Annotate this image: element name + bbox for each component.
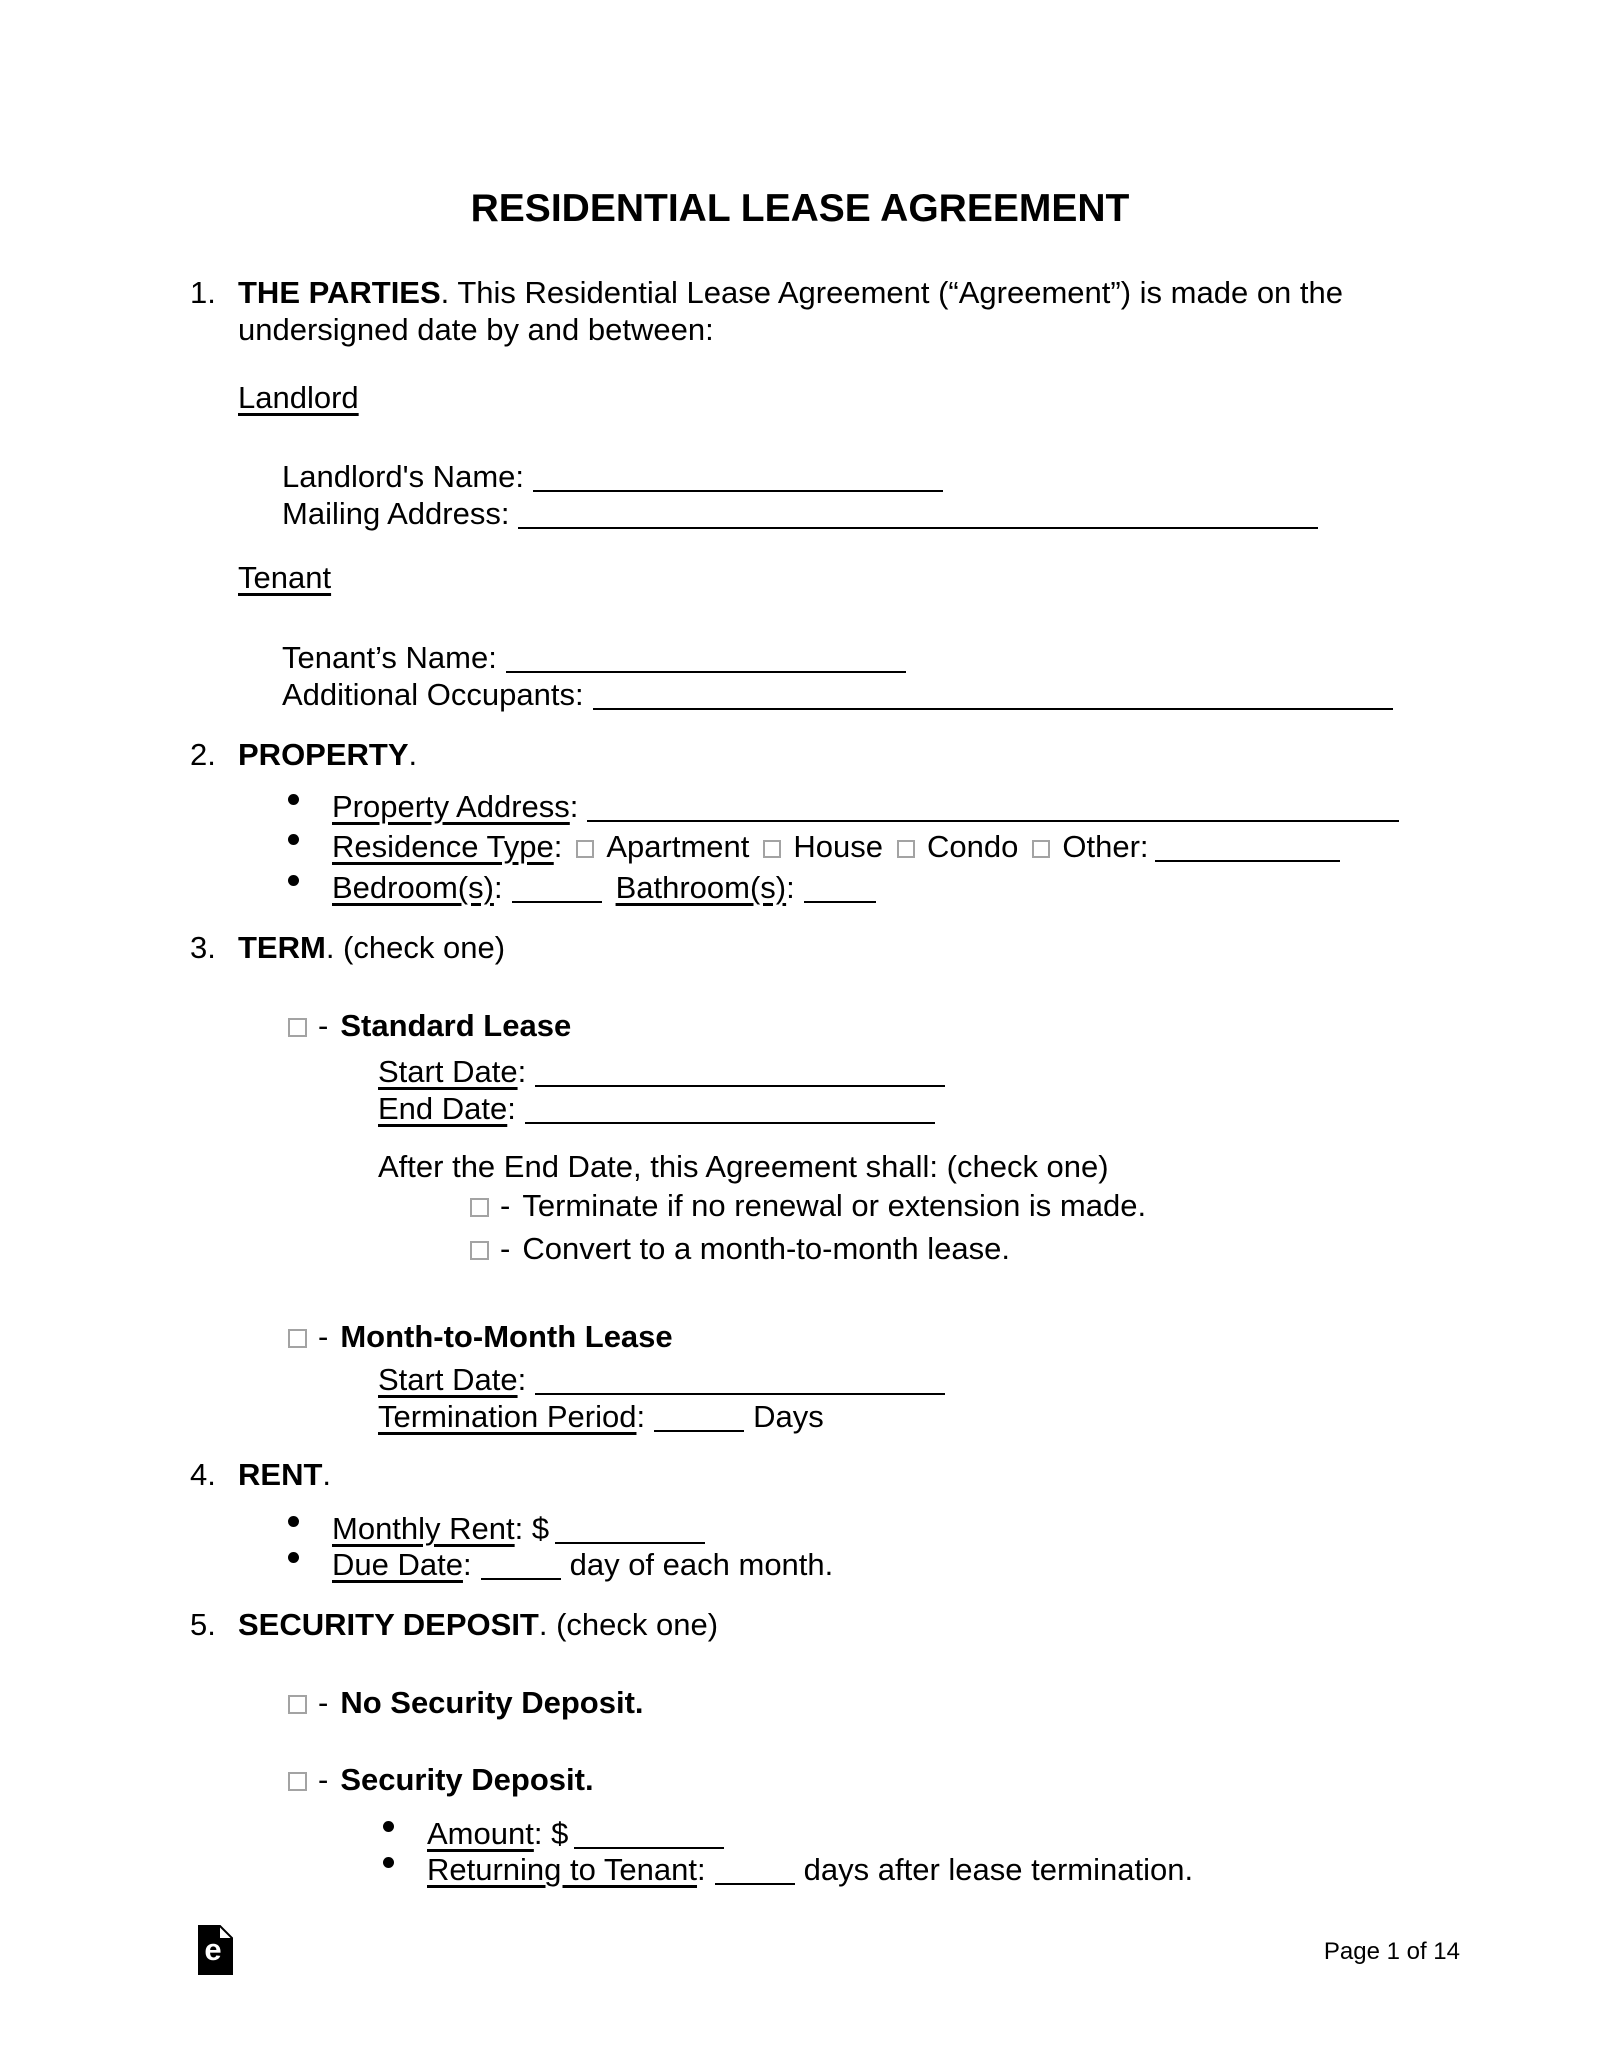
- tenant-name-label: Tenant’s Name:: [282, 640, 497, 675]
- bathrooms-label: Bathroom(s): [615, 870, 787, 905]
- no-security-deposit-row: - No Security Deposit.: [288, 1687, 644, 1718]
- section-2-number: 2.: [190, 737, 216, 772]
- option-house-label: House: [793, 829, 883, 864]
- deposit-amount-blank[interactable]: [574, 1816, 724, 1849]
- checkbox-house[interactable]: [763, 840, 781, 858]
- standard-end-date-blank[interactable]: [525, 1091, 935, 1124]
- additional-occupants-label: Additional Occupants:: [282, 677, 584, 712]
- monthly-rent-blank[interactable]: [555, 1511, 705, 1544]
- additional-occupants-row: [282, 672, 1393, 710]
- deposit-amount-row: Amount: $: [0, 1811, 1600, 1849]
- bullet-icon: [288, 1516, 299, 1527]
- bullet-icon: [383, 1857, 394, 1868]
- eforms-logo-letter: e: [204, 1932, 222, 1967]
- monthly-rent-row: Monthly Rent: $: [0, 1506, 1600, 1544]
- checkbox-apartment[interactable]: [576, 840, 594, 858]
- checkbox-convert[interactable]: [470, 1241, 489, 1260]
- mailing-address-blank[interactable]: [518, 496, 1318, 529]
- residence-type-row: Residence Type: Apartment House Condo Other:: [0, 824, 1600, 862]
- security-deposit-row: - Security Deposit.: [288, 1764, 594, 1795]
- section-3-heading: TERM: [238, 930, 326, 965]
- terminate-option-row: - Terminate if no renewal or extension is made.: [470, 1190, 1146, 1221]
- returning-suffix: days after lease termination.: [803, 1852, 1194, 1887]
- bullet-icon: [288, 1552, 299, 1563]
- checkbox-standard-lease[interactable]: [288, 1018, 307, 1037]
- section-4-number: 4.: [190, 1457, 216, 1492]
- termination-period-label: Termination Period: [378, 1399, 637, 1434]
- returning-to-tenant-blank[interactable]: [715, 1852, 795, 1885]
- standard-start-date-row: Start Date:: [378, 1049, 945, 1087]
- section-1-heading-line: [238, 277, 1343, 308]
- mailing-address-row: [282, 491, 1318, 529]
- month-to-month-row: - Month-to-Month Lease: [288, 1321, 673, 1352]
- section-1-heading: THE PARTIES: [238, 275, 441, 310]
- due-date-row: Due Date: day of each month.: [0, 1542, 1600, 1580]
- checkbox-condo[interactable]: [897, 840, 915, 858]
- document-title: RESIDENTIAL LEASE AGREEMENT: [470, 187, 1130, 230]
- terminate-option-label: Terminate if no renewal or extension is made.: [522, 1188, 1147, 1223]
- standard-end-date-row: End Date:: [378, 1086, 935, 1124]
- option-condo-label: Condo: [927, 829, 1019, 864]
- month-to-month-title: Month-to-Month Lease: [340, 1319, 673, 1354]
- returning-to-tenant-row: Returning to Tenant: days after lease termination.: [0, 1847, 1600, 1885]
- landlord-heading: Landlord: [238, 380, 359, 415]
- checkbox-security-deposit[interactable]: [288, 1772, 307, 1791]
- days-suffix: Days: [753, 1399, 824, 1434]
- section-5-heading: SECURITY DEPOSIT: [238, 1607, 539, 1642]
- due-date-blank[interactable]: [481, 1547, 561, 1580]
- monthly-rent-label: Monthly Rent: [332, 1511, 515, 1546]
- end-date-label: End Date: [378, 1091, 508, 1126]
- landlord-name-blank[interactable]: [533, 459, 943, 492]
- bedrooms-bathrooms-row: Bedroom(s): Bathroom(s):: [0, 865, 1600, 903]
- section-1-number: 1.: [190, 275, 216, 310]
- section-1-intro-line2: undersigned date by and between:: [238, 312, 714, 347]
- section-5-heading-line: SECURITY DEPOSIT. (check one): [238, 1607, 719, 1642]
- standard-start-date-blank[interactable]: [535, 1054, 945, 1087]
- deposit-amount-label: Amount: [427, 1816, 534, 1851]
- bullet-icon: [288, 794, 299, 805]
- residence-other-blank[interactable]: [1155, 829, 1340, 862]
- section-2-heading: PROPERTY: [238, 737, 409, 772]
- checkbox-month-to-month[interactable]: [288, 1329, 307, 1348]
- section-4-heading: RENT: [238, 1457, 323, 1492]
- tenant-name-row: [282, 635, 906, 673]
- section-5-number: 5.: [190, 1607, 216, 1642]
- start-date-label: Start Date: [378, 1054, 518, 1089]
- residence-type-label: Residence Type: [332, 829, 554, 864]
- checkbox-other[interactable]: [1032, 840, 1050, 858]
- section-4-heading-line: RENT.: [238, 1457, 332, 1492]
- convert-option-label: Convert to a month-to-month lease.: [522, 1231, 1010, 1266]
- checkbox-no-security-deposit[interactable]: [288, 1695, 307, 1714]
- security-deposit-title: Security Deposit.: [340, 1762, 594, 1797]
- m2m-start-date-row: Start Date:: [378, 1357, 945, 1395]
- termination-period-row: Termination Period: Days: [378, 1399, 824, 1434]
- returning-to-tenant-label: Returning to Tenant: [427, 1852, 698, 1887]
- tenant-name-blank[interactable]: [506, 640, 906, 673]
- convert-option-row: - Convert to a month-to-month lease.: [470, 1233, 1010, 1264]
- section-2-heading-line: PROPERTY.: [238, 737, 418, 772]
- option-apartment-label: Apartment: [606, 829, 750, 864]
- bedrooms-label: Bedroom(s): [332, 870, 494, 905]
- termination-period-blank[interactable]: [654, 1399, 744, 1432]
- bathrooms-blank[interactable]: [804, 870, 876, 903]
- section-3-heading-line: TERM. (check one): [238, 930, 506, 965]
- mailing-address-label: Mailing Address:: [282, 496, 510, 531]
- page-number: Page 1 of 14: [1323, 1938, 1460, 1965]
- landlord-name-label: Landlord's Name:: [282, 459, 524, 494]
- property-address-label: Property Address: [332, 789, 570, 824]
- section-3-number: 3.: [190, 930, 216, 965]
- no-security-deposit-title: No Security Deposit.: [340, 1685, 644, 1720]
- m2m-start-date-label: Start Date: [378, 1362, 518, 1397]
- tenant-heading: Tenant: [238, 560, 332, 595]
- option-other-label: Other:: [1062, 829, 1149, 864]
- m2m-start-date-blank[interactable]: [535, 1362, 945, 1395]
- bullet-icon: [383, 1821, 394, 1832]
- due-date-suffix: day of each month.: [569, 1547, 834, 1582]
- property-address-blank[interactable]: [587, 789, 1399, 822]
- property-address-row: Property Address:: [0, 784, 1600, 822]
- additional-occupants-blank[interactable]: [593, 677, 1393, 710]
- bullet-icon: [288, 834, 299, 845]
- bullet-icon: [288, 875, 299, 886]
- landlord-name-row: [282, 454, 943, 492]
- standard-lease-row: - Standard Lease: [288, 1010, 571, 1041]
- due-date-label: Due Date: [332, 1547, 463, 1582]
- bedrooms-blank[interactable]: [512, 870, 602, 903]
- after-end-date-note: After the End Date, this Agreement shall: (check one): [378, 1149, 1109, 1184]
- section-1-intro: . This Residential Lease Agreement (“Agreement”) is made on the: [440, 275, 1344, 310]
- checkbox-terminate[interactable]: [470, 1198, 489, 1217]
- standard-lease-title: Standard Lease: [340, 1008, 572, 1043]
